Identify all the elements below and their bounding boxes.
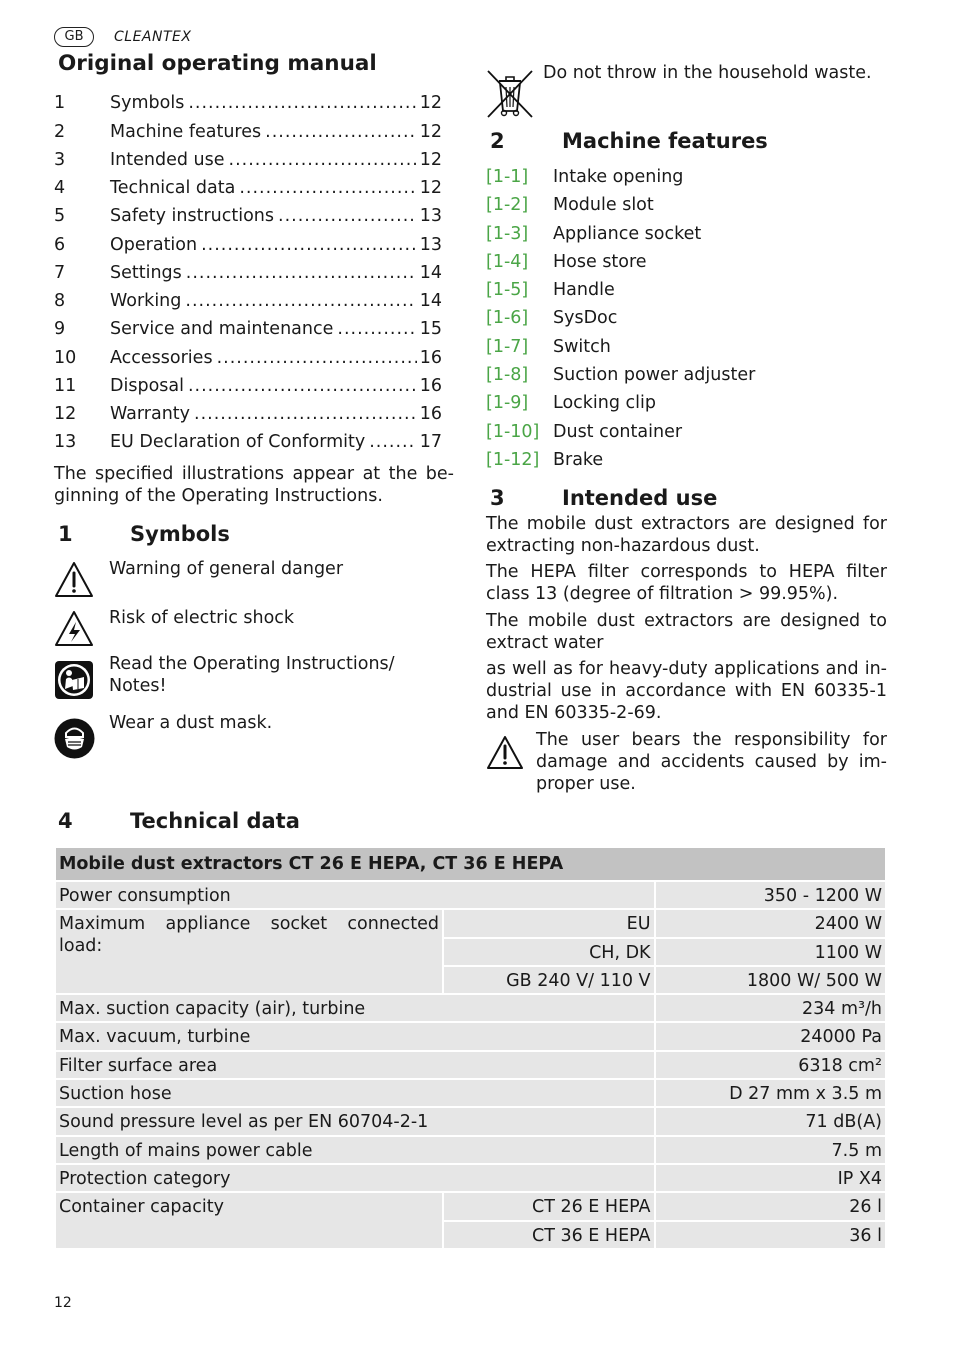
section-number: 3 (490, 486, 505, 510)
feature-ref[interactable]: [1-10] (486, 421, 540, 442)
feature-label: Switch (553, 336, 611, 357)
toc-number: 12 (54, 404, 77, 424)
table-row (55, 1192, 886, 1220)
symbol-row (54, 712, 454, 760)
page-title: Original operating manual (58, 51, 377, 76)
toc-number: 2 (54, 121, 66, 142)
section-title: Technical data (130, 809, 300, 833)
spec-label: Length of mains power cable (55, 1136, 655, 1164)
toc-leader (217, 346, 417, 370)
language-badge: GB (54, 27, 94, 47)
spec-label: Sound pressure level as per EN 60704-2-1 (55, 1107, 655, 1135)
toc-label: Technical data (110, 178, 236, 198)
toc-number: 7 (54, 262, 66, 283)
toc-label: Working (110, 291, 182, 311)
toc-leader (188, 374, 417, 398)
toc-label: Machine features (110, 121, 262, 142)
intended-use-paragraph: as well as for heavy-duty applications and in-dustrial use in accordance with EN 60335-1 and EN 60335-2-69. (486, 659, 887, 723)
crossed-bin-icon (486, 67, 534, 119)
toc-entry[interactable] (54, 370, 442, 398)
feature-item (486, 364, 755, 392)
toc-number: 6 (54, 234, 66, 255)
toc-number: 9 (54, 319, 66, 340)
symbol-label: Read the Operating Instructions/ Notes! (109, 654, 395, 696)
feature-ref[interactable]: [1-2] (486, 195, 529, 216)
spec-label: Protection category (55, 1164, 655, 1192)
toc-page: 12 (419, 149, 442, 170)
toc-page: 16 (419, 404, 442, 424)
toc-entry[interactable] (54, 341, 442, 369)
toc-page: 14 (419, 262, 442, 283)
feature-item (486, 392, 755, 420)
toc-page: 13 (419, 234, 442, 255)
feature-label: Hose store (553, 251, 647, 272)
toc-leader (278, 204, 417, 228)
technical-data-table (54, 846, 887, 1250)
spec-value: IP X4 (655, 1164, 886, 1192)
toc-leader (265, 120, 417, 144)
toc-entry[interactable] (54, 172, 442, 200)
feature-label: Appliance socket (553, 223, 702, 244)
spec-variant: CT 36 E HEPA (443, 1221, 654, 1249)
toc-number: 1 (54, 93, 66, 114)
spec-variant: EU (443, 909, 654, 937)
symbol-row (54, 607, 454, 652)
symbol-label: Wear a dust mask. (109, 713, 273, 733)
spec-label: Power consumption (55, 881, 655, 909)
spec-value: 36 l (655, 1221, 886, 1249)
feature-item (486, 449, 755, 477)
feature-ref[interactable]: [1-7] (486, 336, 529, 357)
section-number: 1 (58, 522, 73, 546)
spec-label: Max. suction capacity (air), turbine (55, 994, 655, 1022)
spec-label: Max. vacuum, turbine (55, 1022, 655, 1050)
electric-shock-icon (54, 610, 94, 648)
table-title: Mobile dust extractors CT 26 E HEPA, CT 36 E HEPA (55, 847, 886, 881)
dust-mask-icon (54, 718, 95, 759)
feature-ref[interactable]: [1-4] (486, 251, 529, 272)
misuse-warning-text: The user bears the responsibility for damage and accidents caused by im-proper use. (536, 730, 887, 794)
table-header-row (55, 847, 886, 881)
toc-entry[interactable] (54, 200, 442, 228)
toc-label: Service and maintenance (110, 319, 334, 340)
table-row (55, 1079, 886, 1107)
feature-ref[interactable]: [1-1] (486, 167, 529, 187)
warning-triangle-icon (486, 735, 524, 771)
disposal-text: Do not throw in the household waste. (543, 63, 872, 83)
toc-leader (188, 91, 416, 115)
feature-item (486, 421, 755, 449)
toc-leader (369, 430, 417, 454)
table-row (55, 1022, 886, 1050)
feature-item (486, 251, 755, 279)
symbol-label: Warning of general danger (109, 559, 344, 579)
intended-use-paragraph: The mobile dust extractors are designed for extracting non-hazardous dust. (486, 514, 887, 556)
symbol-label: Risk of electric shock (109, 608, 295, 628)
feature-ref[interactable]: [1-9] (486, 393, 529, 414)
toc-number: 8 (54, 291, 66, 311)
section-heading-features (490, 128, 768, 154)
spec-variant: CT 26 E HEPA (443, 1192, 654, 1220)
illustrations-note: The specified illustrations appear at the be-ginning of the Operating Instructions. (54, 464, 454, 506)
toc-number: 4 (54, 178, 66, 198)
toc-number: 13 (54, 432, 77, 453)
table-row (55, 909, 886, 937)
toc-page: 17 (419, 432, 442, 453)
feature-label: Dust container (553, 421, 683, 442)
page-number: 12 (54, 1295, 72, 1311)
feature-item (486, 279, 755, 307)
spec-label: Suction hose (55, 1079, 655, 1107)
toc-label: Warranty (110, 404, 191, 424)
feature-label: SysDoc (553, 308, 618, 329)
toc-entry[interactable] (54, 398, 442, 426)
toc-page: 14 (419, 291, 442, 311)
read-manual-icon (54, 660, 94, 700)
intended-use-paragraph: The HEPA filter corresponds to HEPA filter class 13 (degree of filtration > 99.95%). (486, 562, 887, 604)
toc-entry[interactable] (54, 313, 442, 341)
toc-page: 13 (419, 206, 442, 227)
toc-leader (337, 317, 416, 341)
toc-page: 12 (419, 178, 442, 198)
feature-ref[interactable]: [1-3] (486, 223, 529, 244)
section-title: Machine features (562, 129, 768, 153)
toc-entry[interactable] (54, 257, 442, 285)
spec-value: 24000 Pa (655, 1022, 886, 1050)
toc-leader (194, 402, 417, 426)
table-row (55, 881, 886, 909)
spec-label: Maximum appliance socket connected load: (55, 909, 443, 994)
toc-entry[interactable] (54, 228, 442, 256)
toc-number: 5 (54, 206, 66, 227)
misuse-warning (486, 729, 887, 799)
feature-list (486, 166, 755, 477)
toc-entry[interactable] (54, 144, 442, 172)
section-heading-intended-use (490, 485, 717, 511)
toc-leader (201, 233, 417, 257)
toc-leader (186, 261, 417, 285)
toc-leader (185, 289, 416, 313)
table-row (55, 994, 886, 1022)
symbol-row (54, 558, 454, 603)
toc-label: Symbols (110, 93, 185, 114)
section-title: Symbols (130, 522, 230, 546)
spec-value: 26 l (655, 1192, 886, 1220)
spec-value: 234 m³/h (655, 994, 886, 1022)
feature-label: Brake (553, 449, 604, 470)
section-title: Intended use (562, 486, 718, 510)
section-heading-technical-data (58, 808, 300, 834)
toc-label: Intended use (110, 149, 225, 170)
toc-page: 12 (419, 93, 442, 114)
toc-label: Accessories (110, 347, 213, 368)
feature-item (486, 194, 755, 222)
feature-label: Handle (553, 280, 615, 301)
section-heading-symbols (58, 521, 230, 547)
spec-value: 1100 W (655, 938, 886, 966)
toc-number: 3 (54, 149, 66, 170)
section-number: 4 (58, 809, 73, 833)
spec-variant: CH, DK (443, 938, 654, 966)
spec-value: D 27 mm x 3.5 m (655, 1079, 886, 1107)
toc-entry[interactable] (54, 87, 442, 115)
feature-ref[interactable]: [1-8] (486, 365, 529, 386)
toc-label: Disposal (110, 375, 184, 396)
table-row (55, 1136, 886, 1164)
toc-page: 16 (419, 347, 442, 368)
feature-item (486, 166, 755, 194)
toc-page: 16 (419, 375, 442, 396)
toc-entry[interactable] (54, 426, 442, 454)
toc-leader (229, 148, 417, 172)
symbol-row (54, 653, 454, 703)
feature-label: Suction power adjuster (553, 365, 756, 386)
toc-label: EU Declaration of Conformity (110, 432, 366, 453)
toc-page: 15 (419, 319, 442, 340)
section-number: 2 (490, 129, 505, 153)
spec-value: 2400 W (655, 909, 886, 937)
toc-leader (239, 176, 416, 200)
table-of-contents (54, 87, 442, 454)
spec-label: Container capacity (55, 1192, 443, 1249)
feature-item (486, 336, 755, 364)
spec-label: Filter surface area (55, 1051, 655, 1079)
spec-variant: GB 240 V/ 110 V (443, 966, 654, 994)
feature-label: Locking clip (553, 393, 656, 414)
feature-item (486, 223, 755, 251)
spec-value: 6318 cm² (655, 1051, 886, 1079)
toc-number: 11 (54, 375, 77, 396)
table-row (55, 1164, 886, 1192)
spec-value: 7.5 m (655, 1136, 886, 1164)
brand-name: CLEANTEX (114, 29, 192, 45)
spec-value: 1800 W/ 500 W (655, 966, 886, 994)
warning-triangle-icon (54, 561, 94, 599)
feature-ref[interactable]: [1-12] (486, 449, 540, 470)
toc-label: Settings (110, 262, 182, 283)
toc-label: Operation (110, 234, 198, 255)
toc-entry[interactable] (54, 285, 442, 313)
feature-label: Module slot (553, 195, 654, 216)
feature-ref[interactable]: [1-6] (486, 308, 529, 329)
toc-page: 12 (419, 121, 442, 142)
spec-value: 350 - 1200 W (655, 881, 886, 909)
toc-label: Safety instructions (110, 206, 275, 227)
feature-ref[interactable]: [1-5] (486, 280, 529, 301)
table-row (55, 1107, 886, 1135)
table-row (55, 1051, 886, 1079)
feature-label: Intake opening (553, 167, 684, 187)
spec-value: 71 dB(A) (655, 1107, 886, 1135)
feature-item (486, 307, 755, 335)
toc-number: 10 (54, 347, 77, 368)
toc-entry[interactable] (54, 115, 442, 143)
intended-use-paragraph: The mobile dust extractors are designed to extract water (486, 611, 887, 653)
